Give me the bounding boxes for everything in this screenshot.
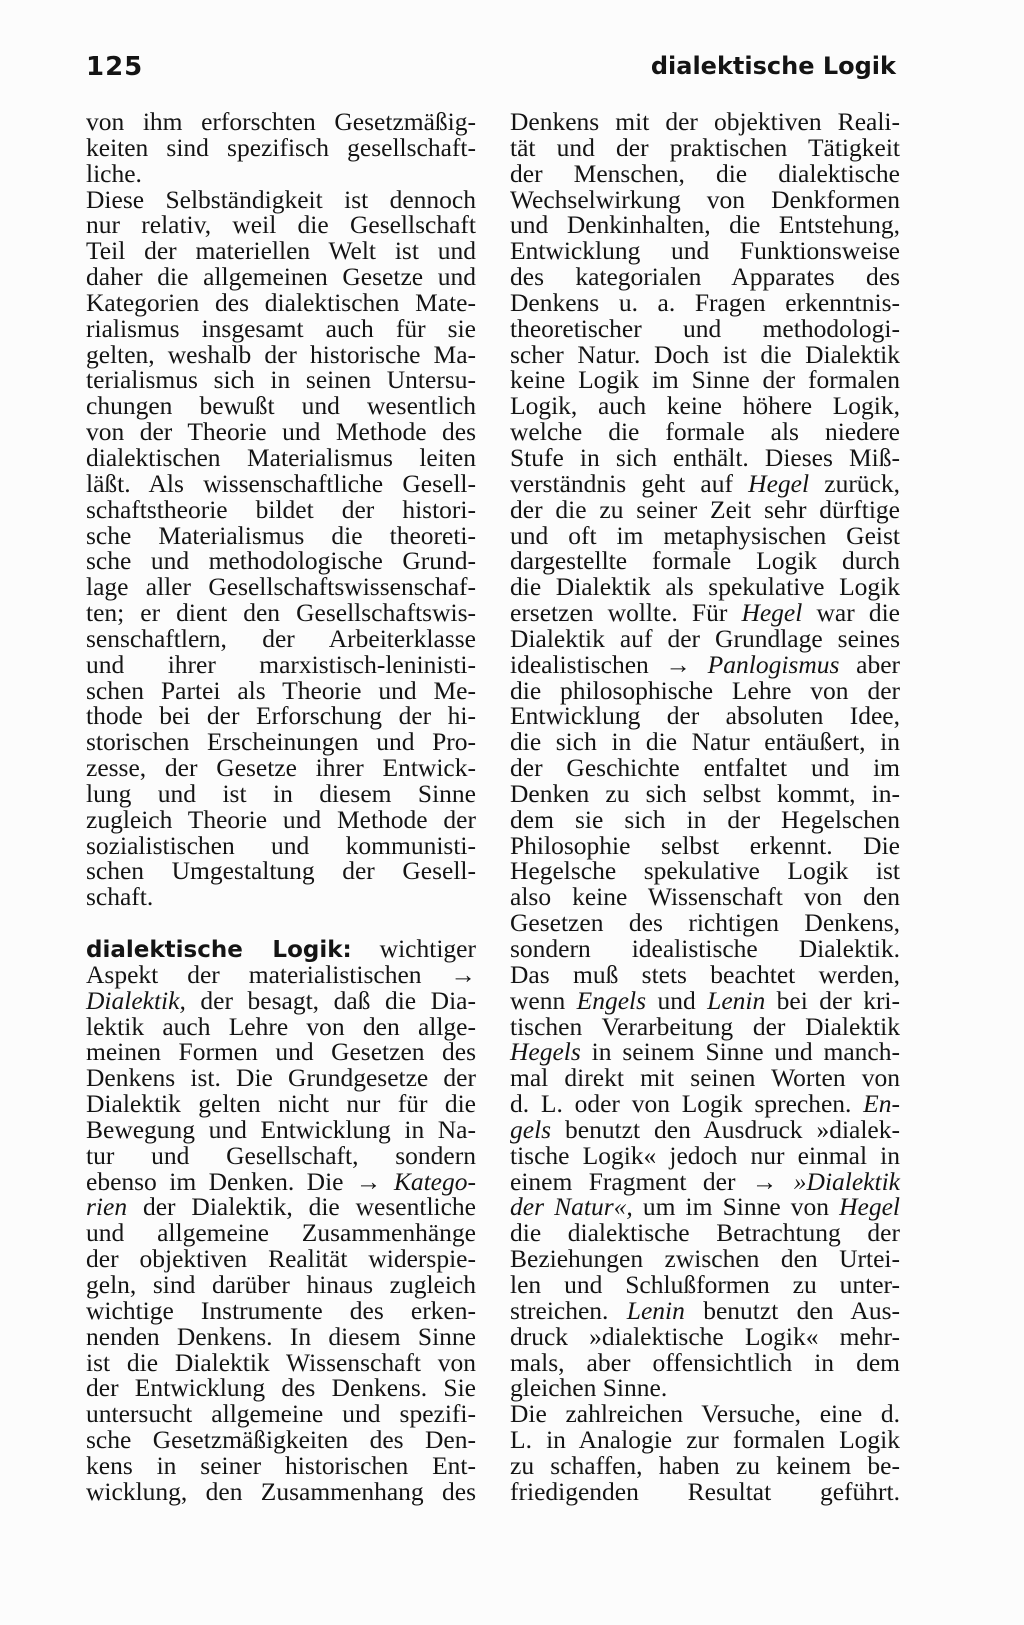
name-reference: Hegel [741, 598, 803, 628]
name-reference: gels [510, 1114, 552, 1144]
text-line: der objektiven Realität widerspie- [86, 1244, 476, 1274]
text-line: schen Partei als Theorie und Me- [86, 675, 476, 705]
text-line: Entwicklung der absoluten Idee, [510, 701, 900, 731]
text-line: friedigenden Resultat geführt. [510, 1476, 900, 1506]
text-line: der Geschichte entfaltet und im [510, 753, 900, 783]
name-reference: Hegel [839, 1192, 901, 1222]
text-line: dargestellte formale Logik durch [510, 546, 900, 576]
text-line: schaft. [86, 882, 154, 912]
name-reference: Hegels [510, 1037, 581, 1067]
text-line: sche und methodologische Grund- [86, 546, 476, 576]
text-line: der Menschen, die dialektische [510, 158, 900, 188]
text-line: idealistischen → Panlogismus aber [510, 649, 900, 679]
text-line: daher die allgemeinen Gesetze und [86, 262, 476, 292]
right-column [510, 109, 900, 1505]
text-line: tischen Verarbeitung der Dialektik [510, 1011, 900, 1041]
name-reference: Engels [576, 985, 647, 1015]
text-line: und ihrer marxistisch-leninisti- [86, 649, 476, 679]
text-line: wichtige Instrumente des erken- [86, 1295, 476, 1325]
text-line: Entwicklung und Funktionsweise [510, 236, 900, 266]
text-line: wicklung, den Zusammenhang des [86, 1476, 476, 1506]
text-line: Hegelsche spekulative Logik ist [510, 856, 900, 886]
text-line: terialismus sich in seinen Untersu- [86, 365, 476, 395]
cross-reference: »Dialektik [793, 1166, 900, 1196]
text-line: zugleich Theorie und Methode der [86, 804, 476, 834]
text-line: einem Fragment der → »Dialektik [510, 1166, 900, 1196]
text-line: kens in seiner historischen Ent- [86, 1450, 476, 1480]
text-line: Denken zu sich selbst kommt, in- [510, 778, 900, 808]
text-line: ebenso im Denken. Die → Katego- [86, 1166, 476, 1196]
name-reference: Lenin [626, 1295, 685, 1325]
text-line: storischen Erscheinungen und Pro- [86, 727, 476, 757]
text-line: also keine Wissenschaft von den [510, 882, 900, 912]
text-line: Beziehungen zwischen den Urtei- [510, 1244, 900, 1274]
text-line: Denkens ist. Die Grundgesetze der [86, 1063, 476, 1093]
text-line: schaftstheorie bildet der histori- [86, 494, 476, 524]
cross-reference: Katego- [393, 1166, 476, 1196]
text-line: Philosophie selbst erkennt. Die [510, 830, 900, 860]
text-line: keine Logik im Sinne der formalen [510, 365, 900, 395]
text-line: mals, aber offensichtlich in dem [510, 1347, 900, 1377]
text-line: der die zu seiner Zeit sehr dürftige [510, 494, 900, 524]
text-line: nur relativ, weil die Gesellschaft [86, 210, 476, 240]
text-line: tische Logik« jedoch nur einmal in [510, 1140, 900, 1170]
text-line: die dialektische Betrachtung der [510, 1218, 900, 1248]
text-line: von ihm erforschten Gesetzmäßig- [86, 107, 476, 136]
text-line: scher Natur. Doch ist die Dialektik [510, 339, 900, 369]
left-column [86, 109, 476, 1505]
page-header [86, 52, 896, 92]
text-line: streichen. Lenin benutzt den Aus- [510, 1295, 900, 1325]
page-number: 125 [86, 52, 144, 82]
text-line: thode bei der Erforschung der hi- [86, 701, 476, 731]
text-line: wenn Engels und Lenin bei der kri- [510, 985, 901, 1015]
text-line: untersucht allgemeine und spezifi- [86, 1399, 476, 1429]
text-line: L. in Analogie zur formalen Logik [510, 1425, 900, 1455]
text-line: lung und ist in diesem Sinne [86, 778, 476, 808]
text-line: Hegels in seinem Sinne und manch- [510, 1037, 900, 1067]
text-line: die philosophische Lehre von der [510, 675, 900, 705]
cross-reference: rien [86, 1192, 128, 1222]
name-reference: Hegel [748, 468, 810, 498]
text-line: zesse, der Gesetze ihrer Entwick- [86, 753, 476, 783]
text-line: und Denkinhalten, die Entstehung, [510, 210, 900, 240]
text-line: Dialektik gelten nicht nur für die [86, 1089, 476, 1119]
cross-reference: der Natur«, [510, 1192, 633, 1222]
text-line: sondern idealistische Dialektik. [510, 934, 900, 963]
text-line: der Entwicklung des Denkens. Sie [86, 1373, 476, 1403]
name-reference: Lenin [707, 985, 766, 1015]
text-line: Diese Selbständigkeit ist dennoch [86, 184, 476, 214]
text-line: rialismus insgesamt auch für sie [86, 313, 476, 343]
text-line: welche die formale als niedere [510, 417, 900, 447]
text-line: Denkens mit der objektiven Reali- [510, 107, 900, 136]
text-line: Kategorien des dialektischen Mate- [86, 287, 476, 317]
text-line: Das muß stets beachtet werden, [510, 959, 900, 989]
text-line: ersetzen wollte. Für Hegel war die [510, 598, 900, 628]
text-line: Dialektik auf der Grundlage seines [510, 623, 900, 653]
text-line: tät und der praktischen Tätigkeit [510, 132, 900, 162]
text-line: len und Schlußformen zu unter- [510, 1269, 900, 1299]
text-line: geln, sind darüber hinaus zugleich [86, 1269, 476, 1299]
text-line: verständnis geht auf Hegel zurück, [510, 468, 900, 498]
text-line: gelten, weshalb der historische Ma- [86, 339, 476, 369]
text-line: der Natur«, um im Sinne von Hegel [510, 1192, 901, 1222]
text-line: sche Gesetzmäßigkeiten des Den- [86, 1425, 476, 1455]
text-line: lage aller Gesellschaftswissenschaf- [86, 572, 476, 602]
text-line: Logik, auch keine höhere Logik, [510, 391, 900, 421]
text-line: Dialektik, der besagt, daß die Dia- [86, 985, 476, 1015]
text-line: gleichen Sinne. [510, 1373, 668, 1403]
entry-first-line: dialektische Logik: wichtiger [86, 934, 476, 963]
text-line: die sich in die Natur entäußert, in [510, 727, 900, 757]
text-line: keiten sind spezifisch gesellschaft- [86, 132, 476, 162]
text-line: d. L. oder von Logik sprechen. En- [510, 1089, 900, 1119]
text-line: Bewegung und Entwicklung in Na- [86, 1114, 476, 1144]
text-line: Stufe in sich enthält. Dieses Miß- [510, 442, 900, 472]
cross-reference: Panlogismus [707, 649, 840, 679]
text-line: sche Materialismus die theoreti- [86, 520, 476, 550]
text-line: theoretischer und methodologi- [510, 313, 900, 343]
text-line: ist die Dialektik Wissenschaft von [86, 1347, 476, 1377]
text-line: die Dialektik als spekulative Logik [510, 572, 900, 602]
text-line: schen Umgestaltung der Gesell- [86, 856, 476, 886]
name-reference: En- [863, 1089, 900, 1119]
text-line: Denkens u. a. Fragen erkenntnis- [510, 287, 900, 317]
text-line: liche. [86, 158, 142, 188]
text-line: dialektischen Materialismus leiten [86, 442, 476, 472]
text-line: gels benutzt den Ausdruck »dialek- [510, 1114, 900, 1144]
cross-reference: Dialektik, [86, 985, 186, 1015]
text-line: Die zahlreichen Versuche, eine d. [510, 1399, 900, 1429]
text-line: und allgemeine Zusammenhänge [86, 1218, 476, 1248]
text-line: des kategorialen Apparates des [510, 262, 900, 292]
text-line: chungen bewußt und wesentlich [86, 391, 476, 421]
text-line: Wechselwirkung von Denkformen [510, 184, 900, 214]
text-line: zu schaffen, haben zu keinem be- [510, 1450, 900, 1480]
text-line: rien der Dialektik, die wesentliche [86, 1192, 476, 1222]
text-line: lektik auch Lehre von den allge- [86, 1011, 476, 1041]
text-line: Aspekt der materialistischen → [86, 959, 476, 989]
entry-headword: dialektische Logik: [86, 937, 352, 963]
text-line: mal direkt mit seinen Worten von [510, 1063, 900, 1093]
text-line: Gesetzen des richtigen Denkens, [510, 908, 900, 938]
text-line: sozialistischen und kommunisti- [86, 830, 476, 860]
text-line: und oft im metaphysischen Geist [510, 520, 900, 550]
text-line: dem sie sich in der Hegelschen [510, 804, 900, 834]
text-line: von der Theorie und Methode des [86, 417, 476, 447]
text-line: Teil der materiellen Welt ist und [86, 236, 476, 266]
running-head: dialektische Logik [650, 52, 896, 80]
text-line: tur und Gesellschaft, sondern [86, 1140, 476, 1170]
text-line: senschaftlern, der Arbeiterklasse [86, 623, 476, 653]
text-line: druck »dialektische Logik« mehr- [510, 1321, 900, 1351]
text-line: meinen Formen und Gesetzen des [86, 1037, 476, 1067]
text-line: nenden Denkens. In diesem Sinne [86, 1321, 476, 1351]
text-line: ten; er dient den Gesellschaftswis- [86, 598, 476, 628]
text-line: läßt. Als wissenschaftliche Gesell- [86, 468, 476, 498]
entry-gap [86, 910, 476, 936]
